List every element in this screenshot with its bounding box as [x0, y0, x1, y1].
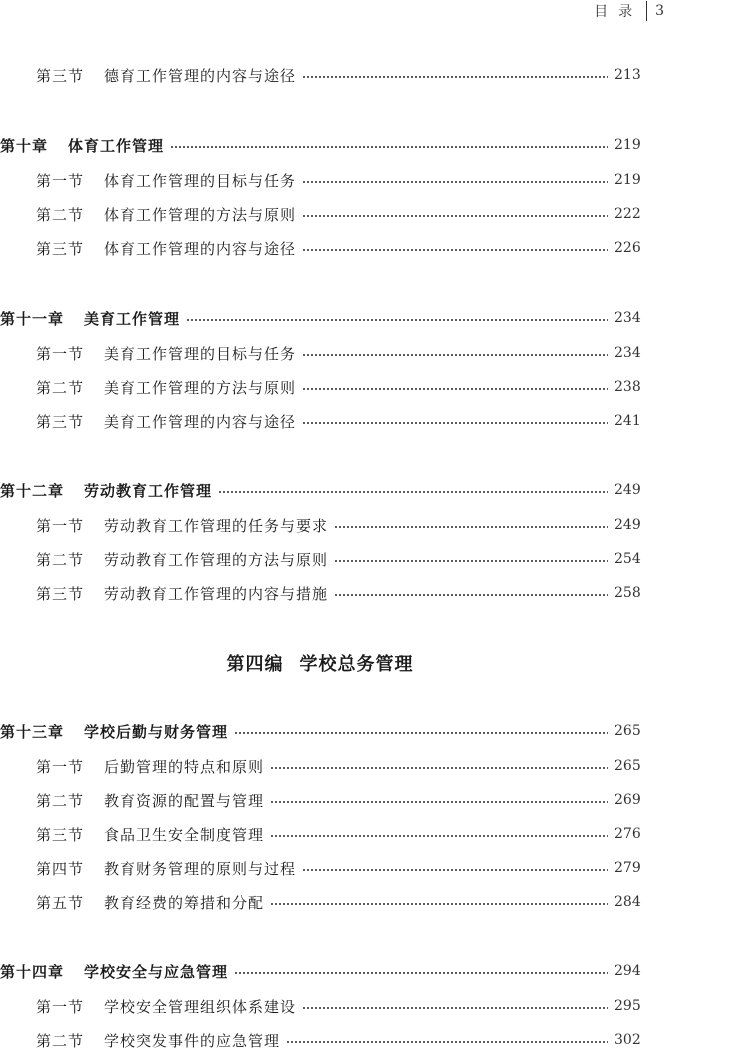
dot-leader	[334, 526, 608, 528]
section-title: 体育工作管理的内容与途径	[104, 239, 297, 258]
dot-leader	[302, 76, 608, 78]
dot-leader	[270, 801, 608, 803]
section-label: 第四节	[36, 859, 85, 878]
dot-leader	[286, 1041, 608, 1043]
page-number: 295	[614, 998, 641, 1014]
section-label: 第三节	[36, 412, 85, 431]
section-label: 第三节	[36, 584, 85, 603]
page-number: 234	[614, 310, 641, 326]
part-label: 第四编	[226, 654, 284, 675]
chapter-title: 学校后勤与财务管理	[84, 722, 229, 741]
page-number: 258	[614, 585, 641, 601]
toc-chapter-entry[interactable]	[0, 307, 640, 329]
section-label: 第一节	[36, 171, 85, 190]
header-title: 目录	[594, 4, 643, 20]
dot-leader	[270, 767, 608, 769]
dot-leader	[234, 732, 608, 734]
section-label: 第三节	[36, 66, 85, 85]
page-number: 219	[614, 137, 641, 153]
toc-section-entry[interactable]	[36, 823, 640, 845]
section-title: 劳动教育工作管理的内容与措施	[104, 584, 329, 603]
section-label: 第一节	[36, 516, 85, 535]
chapter-title: 劳动教育工作管理	[84, 481, 213, 500]
section-label: 第一节	[36, 997, 85, 1016]
chapter-label: 第十章	[0, 136, 49, 155]
toc-section-entry[interactable]	[36, 376, 640, 398]
toc-section-entry[interactable]	[36, 237, 640, 259]
section-label: 第二节	[36, 1031, 85, 1050]
page-number: 284	[614, 894, 641, 910]
section-label: 第二节	[36, 205, 85, 224]
section-title: 后勤管理的特点和原则	[104, 757, 265, 776]
dot-leader	[302, 422, 608, 424]
section-title: 美育工作管理的内容与途径	[104, 412, 297, 431]
section-label: 第二节	[36, 378, 85, 397]
header-divider	[646, 1, 647, 21]
chapter-label: 第十四章	[0, 962, 65, 981]
page-number: 222	[614, 206, 641, 222]
section-label: 第三节	[36, 825, 85, 844]
page-number: 238	[614, 379, 641, 395]
section-label: 第二节	[36, 550, 85, 569]
page-number: 265	[614, 723, 641, 739]
section-label: 第二节	[36, 791, 85, 810]
toc-section-entry[interactable]	[36, 169, 640, 191]
section-title: 美育工作管理的方法与原则	[104, 378, 297, 397]
page-number: 265	[614, 758, 641, 774]
section-title: 体育工作管理的目标与任务	[104, 171, 297, 190]
page-number: 254	[614, 551, 641, 567]
toc-section-entry[interactable]	[36, 582, 640, 604]
dot-leader	[302, 869, 608, 871]
page-number: 249	[614, 517, 641, 533]
page-number: 279	[614, 860, 641, 876]
section-title: 食品卫生安全制度管理	[104, 825, 265, 844]
toc-section-entry[interactable]	[36, 410, 640, 432]
dot-leader	[302, 181, 608, 183]
toc-section-entry[interactable]	[36, 514, 640, 536]
header-page-number: 3	[655, 3, 664, 19]
dot-leader	[302, 249, 608, 251]
page-number: 294	[614, 963, 641, 979]
section-title: 学校安全管理组织体系建设	[104, 997, 297, 1016]
dot-leader	[170, 146, 608, 148]
chapter-title: 学校安全与应急管理	[84, 962, 229, 981]
toc-section-entry[interactable]	[36, 755, 640, 777]
dot-leader	[270, 835, 608, 837]
page-number: 302	[614, 1032, 641, 1048]
dot-leader	[302, 215, 608, 217]
section-title: 教育经费的筹措和分配	[104, 893, 265, 912]
toc-chapter-entry[interactable]	[0, 134, 640, 156]
toc-section-entry[interactable]	[36, 64, 640, 86]
dot-leader	[334, 594, 608, 596]
page-number: 276	[614, 826, 641, 842]
toc-chapter-entry[interactable]	[0, 960, 640, 982]
toc-section-entry[interactable]	[36, 857, 640, 879]
section-title: 教育资源的配置与管理	[104, 791, 265, 810]
chapter-label: 第十一章	[0, 309, 65, 328]
section-title: 学校突发事件的应急管理	[104, 1031, 281, 1050]
running-header	[594, 0, 664, 22]
section-title: 教育财务管理的原则与过程	[104, 859, 297, 878]
section-label: 第五节	[36, 893, 85, 912]
toc-chapter-entry[interactable]	[0, 479, 640, 501]
toc-section-entry[interactable]	[36, 1029, 640, 1051]
page-number: 219	[614, 172, 641, 188]
page-number: 241	[614, 413, 641, 429]
section-title: 美育工作管理的目标与任务	[104, 344, 297, 363]
page-number: 213	[614, 67, 641, 83]
section-label: 第一节	[36, 344, 85, 363]
dot-leader	[334, 560, 608, 562]
dot-leader	[186, 319, 608, 321]
section-title: 劳动教育工作管理的方法与原则	[104, 550, 329, 569]
chapter-label: 第十二章	[0, 481, 65, 500]
section-label: 第一节	[36, 757, 85, 776]
toc-section-entry[interactable]	[36, 891, 640, 913]
toc-section-entry[interactable]	[36, 789, 640, 811]
dot-leader	[302, 388, 608, 390]
page-number: 269	[614, 792, 641, 808]
dot-leader	[234, 972, 608, 974]
dot-leader	[302, 354, 608, 356]
section-label: 第三节	[36, 239, 85, 258]
toc-section-entry[interactable]	[36, 995, 640, 1017]
chapter-label: 第十三章	[0, 722, 65, 741]
dot-leader	[302, 1007, 608, 1009]
section-title: 劳动教育工作管理的任务与要求	[104, 516, 329, 535]
part-title: 学校总务管理	[299, 654, 414, 675]
toc-section-entry[interactable]	[36, 548, 640, 570]
page-number: 249	[614, 482, 641, 498]
section-title: 德育工作管理的内容与途径	[104, 66, 297, 85]
toc-section-entry[interactable]	[36, 203, 640, 225]
page-number: 226	[614, 240, 641, 256]
chapter-title: 美育工作管理	[84, 309, 181, 328]
page-number: 234	[614, 345, 641, 361]
part-heading	[0, 650, 640, 676]
toc-section-entry[interactable]	[36, 342, 640, 364]
toc-chapter-entry[interactable]	[0, 720, 640, 742]
dot-leader	[218, 491, 608, 493]
chapter-title: 体育工作管理	[68, 136, 165, 155]
dot-leader	[270, 903, 608, 905]
section-title: 体育工作管理的方法与原则	[104, 205, 297, 224]
